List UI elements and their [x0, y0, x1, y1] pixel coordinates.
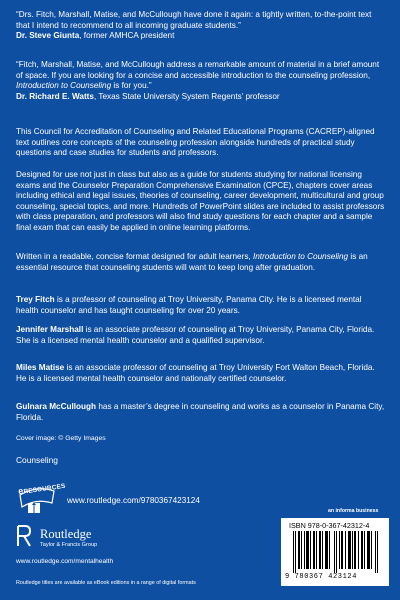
author-3-bio: is an associate professor of counseling at Troy University Fort Walton Beach, Florida. He is a licensed mental health counselor and nationally certified counselor.	[16, 363, 375, 383]
quote-1-text: “Drs. Fitch, Marshall, Matise, and McCullough have done it again: a tightly written, to-the-point text that I intend to recommend to all incoming graduate students.”	[16, 10, 372, 30]
quote-2-text-before: “Fitch, Marshall, Matise, and McCullough address a remarkable amount of material in a brief amount of space. If you are looking for a concise and accessible introduction to the counseling profession,	[16, 60, 380, 80]
description-paragraph-2: Designed for use not just in class but also as a guide for students studying for national licensing exams and the Counselor Preparation Comprehensive Examination (CPCE), chapters cover areas including ethical and legal issues, theories of counseling, career development, multicultural and group counseling, special topics, and more. Hundreds of PowerPoint slides are included to assist professors with class preparation, and professors will also find study questions for each chapter and a sample final exam that can easily be applied in online learning platforms.	[16, 170, 385, 232]
quote-2-attribution	[16, 92, 280, 101]
isbn-label: ISBN 978-0-367-42312-4	[289, 521, 370, 530]
author-4-bio: has a master’s degree in counseling and works as a counselor in Panama City, Florida.	[16, 402, 385, 422]
publisher-group: Taylor & Francis Group	[40, 542, 98, 548]
author-bio-4	[16, 402, 386, 423]
eresources-e: e	[17, 485, 25, 497]
author-4-name: Gulnara McCullough	[16, 402, 97, 411]
author-bio-3	[16, 363, 386, 384]
description-paragraph-1: This Council for Accreditation of Counseling and Related Educational Programs (CACREP)-aligned text outlines core concepts of the counseling profession alongside hundreds of practical study questions and case studies for students and professors.	[16, 127, 375, 157]
eresources-logo	[14, 481, 66, 517]
endorsement-quote-2	[16, 60, 386, 102]
author-2-bio: is an associate professor of counseling at Troy University, Panama City, Florida. She is a licensed mental health counselor and a qualified supervisor.	[16, 325, 375, 345]
author-3-name: Miles Matise	[16, 363, 65, 372]
author-1-name: Trey Fitch	[16, 295, 55, 304]
cover-image-credit: Cover image: © Getty Images	[16, 435, 106, 442]
barcode-bars-icon	[285, 531, 385, 573]
quote-2-affiliation: , Texas State University System Regents’ professor	[93, 91, 280, 101]
isbn-barcode	[281, 518, 389, 586]
description-paragraph-3-after: is an essential resource that counseling students will want to keep long after graduation.	[16, 252, 368, 272]
informa-business-label: an informa business	[328, 508, 379, 514]
description-paragraph-3	[16, 252, 386, 273]
author-bio-2	[16, 325, 386, 346]
author-2-name: Jennifer Marshall	[16, 325, 84, 334]
description-book-title: Introduction to Counseling	[252, 252, 349, 261]
publisher-url[interactable]: www.routledge.com/mentalhealth	[16, 558, 114, 565]
publisher-name: Routledge	[40, 527, 92, 541]
publisher-logo	[12, 523, 162, 557]
eresources-url[interactable]: www.routledge.com/9780367423124	[67, 496, 200, 505]
quote-2-name: Dr. Richard E. Watts	[16, 91, 94, 101]
isbn-digits: 9 780367 423124	[285, 573, 358, 581]
quote-1-affiliation: , former AMHCA president	[79, 31, 175, 40]
author-bio-1	[16, 295, 386, 316]
quote-1-attribution	[16, 31, 174, 40]
quote-2-text-after: is for you.”	[111, 81, 152, 90]
routledge-r-icon	[16, 525, 32, 547]
ebook-note: Routledge titles are available as eBook editions in a range of digital formats	[16, 580, 196, 586]
eresources-word: RESOURCES	[23, 482, 66, 496]
quote-2-book-title: Introduction to Counseling	[16, 81, 112, 90]
author-1-bio: is a professor of counseling at Troy University, Panama City. He is a licensed mental health counselor and has taught counseling for over 20 years.	[16, 295, 362, 315]
quote-1-name: Dr. Steve Giunta	[16, 31, 80, 40]
description-paragraph-3-before: Written in a readable, concise format designed for adult learners,	[16, 252, 253, 261]
subject-category: Counseling	[16, 455, 58, 465]
endorsement-quote-1	[16, 10, 386, 42]
